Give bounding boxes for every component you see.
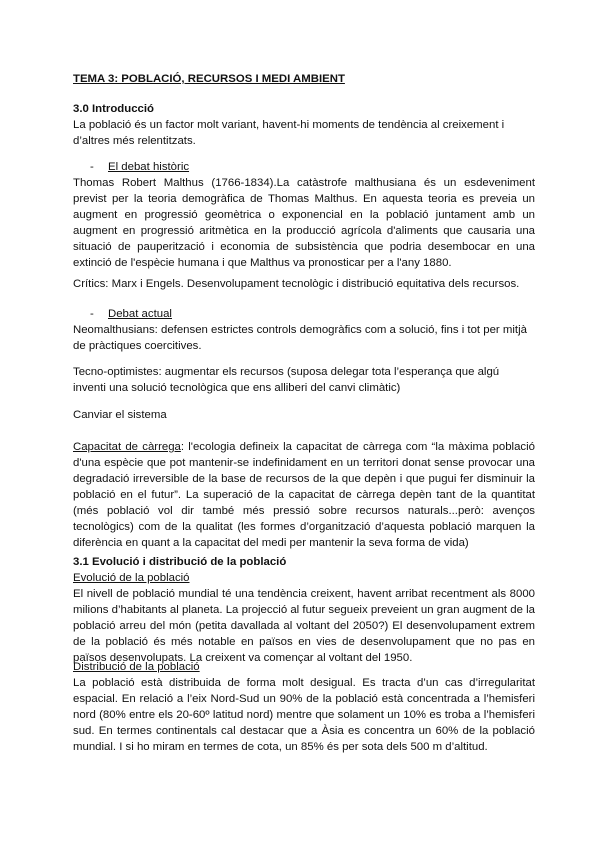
intro-paragraph: La població és un factor molt variant, havent-hi moments de tendència al creixement i d’altres més relentitzats. <box>73 119 505 147</box>
document-title: TEMA 3: POBLACIÓ, RECURSOS I MEDI AMBIENT <box>73 73 345 85</box>
evolucio-paragraph: El nivell de població mundial té una tendència creixent, havent arribat recentment als 8000 milions d’habitants al planeta. La projecció al futur segueix preveient un gran augment de la població arreu del món (petita davallada al voltant del 2050?) El desenvolupament extrem de la població és més notable en països en vies de desenvolupament que no pas en països desenvolupats. La creixent va començar al voltant del 1950. <box>73 588 535 664</box>
subheading-evolucio: Evolució de la població <box>73 572 190 584</box>
capacitat-text: : l'ecologia defineix la capacitat de càrrega com “la màxima població d'una espècie que pot mantenir-se indefinidament en un territori donat sense provocar una degradació irreversible de la base de recursos de la que depèn i que pugui fer disminuir la població en el futur”. La superació de la capacitat de càrrega depèn tant de la quantitat (més població vol dir també més pressió sobre recursos naturals...però: avenços tecnològics) com de la qualitat (les formes d’organització d’aquesta població marquen la diferència en quant a la capacitat del medi per mantenir la seva forma de vida) <box>73 441 535 549</box>
section-heading-evolucio-distribucio: 3.1 Evolució i distribució de la població <box>73 556 287 568</box>
subheading-debat-actual: Debat actual <box>108 308 172 320</box>
neomalthusians-paragraph: Neomalthusians: defensen estrictes controls demogràfics com a solució, fins i tot per mitjà de pràctiques coercitives. <box>73 324 527 352</box>
capacitat-label: Capacitat de càrrega <box>73 441 181 453</box>
distribucio-paragraph: La població està distribuida de forma molt desigual. Es tracta d’un cas d’irregularitat espacial. En relació a l’eix Nord-Sud un 90% de la població està concentrada a l’hemisferi nord (80% entre els 20-60º latitud nord) mentre que solament un 10% es troba a l’hemisferi sud. En termes continentals cal destacar que a Àsia es concentra un 60% de la població mundial. I si ho miram en termes de cota, un 85% és per sota dels 500 m d’altitud. <box>73 677 535 753</box>
bullet-dash: - <box>90 308 94 320</box>
canviar-sistema-paragraph: Canviar el sistema <box>73 409 167 421</box>
section-heading-introduccio: 3.0 Introducció <box>73 103 155 115</box>
subheading-distribucio: Distribució de la població <box>73 661 200 673</box>
bullet-dash: - <box>90 161 94 173</box>
debat-historic-paragraph: Thomas Robert Malthus (1766-1834).La catàstrofe malthusiana és un esdeveniment previst per la teoria demogràfica de Thomas Malthus. En aquesta teoria es preveia un augment en progressió geomètrica o exponencial en la població juntament amb un augment en progressió aritmètica en la producció agrícola d'aliments que causaria una situació de pauperització i economia de subsistència que podria desembocar en una extinció de l'espècie humana i que Malthus va pronosticar per a l'any 1880. <box>73 177 535 269</box>
tecno-optimistes-paragraph: Tecno-optimistes: augmentar els recursos (suposa delegar tota l’esperança que algú inventi una solució tecnològica que ens alliberi del canvi climàtic) <box>73 366 500 394</box>
capacitat-paragraph <box>73 439 535 551</box>
critics-paragraph: Crítics: Marx i Engels. Desenvolupament tecnològic i distribució equitativa dels recursos. <box>73 278 520 290</box>
subheading-debat-historic: El debat històric <box>108 161 190 173</box>
